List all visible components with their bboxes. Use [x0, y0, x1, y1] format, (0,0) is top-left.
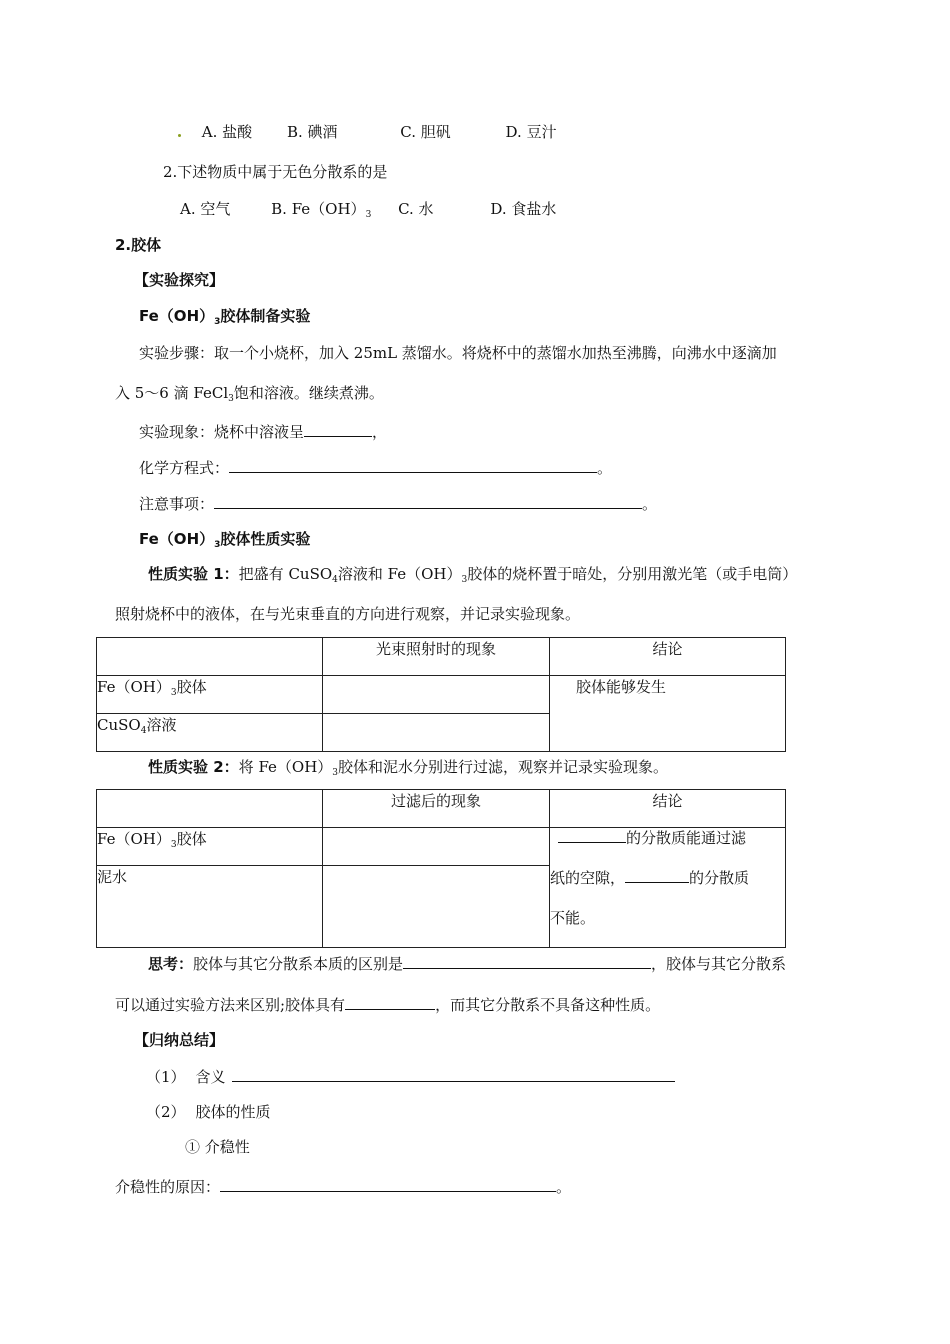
q1-option-c: C. 胆矾: [400, 123, 451, 141]
table-row-label: $Fe(OH)_3$胶体: [97, 828, 323, 866]
explore-heading: 【实验探究】: [134, 271, 225, 289]
think-blank-2[interactable]: [345, 994, 435, 1010]
property-title: $Fe(OH)_3$胶体性质实验: [139, 530, 311, 550]
table-answer-cell[interactable]: [323, 828, 550, 866]
q2-option-a: A. 空气: [180, 200, 231, 218]
table-row-label: 泥水: [97, 866, 323, 948]
summary-item-1: （1） 含义: [146, 1066, 675, 1087]
table-answer-cell[interactable]: [323, 714, 550, 752]
table-header-cell: 结论: [550, 790, 786, 828]
steps-line-1: 实验步骤：取一个小烧杯，加入 25mL 蒸馏水。将烧杯中的蒸馏水加热至沸腾，向沸水中逐滴加: [139, 344, 777, 362]
metastability-heading: ① 介稳性: [185, 1138, 250, 1156]
q1-option-a: A. 盐酸: [201, 123, 253, 141]
q2-option-c: C. 水: [398, 200, 434, 218]
table-header-cell: 过滤后的现象: [323, 790, 550, 828]
table-header-cell: [97, 638, 323, 676]
table-header-cell: [97, 790, 323, 828]
steps-line-2: 入 5～6 滴 FeCl$_3$饱和溶液。继续煮沸。: [115, 384, 384, 404]
table-header-cell: 光束照射时的现象: [323, 638, 550, 676]
property-exp-1-line-1: 性质实验 1：把盛有 CuSO$_4$溶液和 $Fe(OH)_3$胶体的烧杯置于暗处，分别用激光笔（或手电筒）: [148, 565, 798, 585]
phenomenon-blank[interactable]: [304, 421, 372, 437]
q1-option-d: D. 豆汁: [505, 123, 557, 141]
table-answer-cell[interactable]: [323, 866, 550, 948]
equation-line: 化学方程式： 。: [139, 459, 613, 477]
table-answer-cell[interactable]: [323, 676, 550, 714]
table-conclusion-cell: 胶体能够发生: [550, 676, 786, 752]
notes-line: 注意事项： 。: [139, 495, 658, 513]
property-exp-1-line-2: 照射烧杯中的液体，在与光束垂直的方向进行观察，并记录实验现象。: [115, 605, 581, 623]
q2-option-d: D. 食盐水: [490, 200, 557, 218]
section-title-colloid: 2.胶体: [115, 236, 162, 254]
q2-stem: 2.下述物质中属于无色分散系的是: [163, 163, 388, 181]
table-filtration: [96, 789, 786, 948]
table-conclusion-cell: 的分散质能通过滤 纸的空隙， 的分散质 不能。: [550, 828, 786, 948]
table-row-label: CuSO$_4$溶液: [97, 714, 323, 752]
prep-title: $Fe(OH)_3$胶体制备实验: [139, 307, 311, 327]
q1-options: [178, 122, 557, 142]
reason-blank[interactable]: [220, 1176, 556, 1192]
table-row-label: $Fe(OH)_3$胶体: [97, 676, 323, 714]
conclusion-blank-1[interactable]: [558, 827, 626, 843]
think-blank-1[interactable]: [403, 953, 651, 969]
think-line-2: 可以通过实验方法来区别;胶体具有 ，而其它分散系不具备这种性质。: [115, 996, 661, 1014]
metastability-reason-line: 介稳性的原因： 。: [115, 1178, 572, 1196]
conclusion-blank-2[interactable]: [625, 867, 689, 883]
q2-option-b: B. $Fe(OH)_3$: [271, 200, 372, 220]
think-line-1: 思考：胶体与其它分散系本质的区别是 ，胶体与其它分散系: [148, 955, 787, 973]
summary-heading: 【归纳总结】: [134, 1031, 225, 1049]
definition-blank[interactable]: [232, 1066, 675, 1082]
property-exp-2-line: 性质实验 2：将 $Fe(OH)_3$胶体和泥水分别进行过滤，观察并记录实验现象。: [148, 758, 669, 778]
notes-blank[interactable]: [214, 493, 642, 509]
summary-item-2: （2） 胶体的性质: [146, 1103, 271, 1121]
table-light-beam: [96, 637, 786, 752]
equation-blank[interactable]: [229, 457, 597, 473]
q1-option-b: B. 碘酒: [286, 123, 338, 141]
table-header-cell: 结论: [550, 638, 786, 676]
phenomenon-line: 实验现象：烧杯中溶液呈 ，: [139, 423, 388, 441]
q2-options: [180, 199, 556, 225]
bullet-dot-icon: [178, 134, 181, 137]
